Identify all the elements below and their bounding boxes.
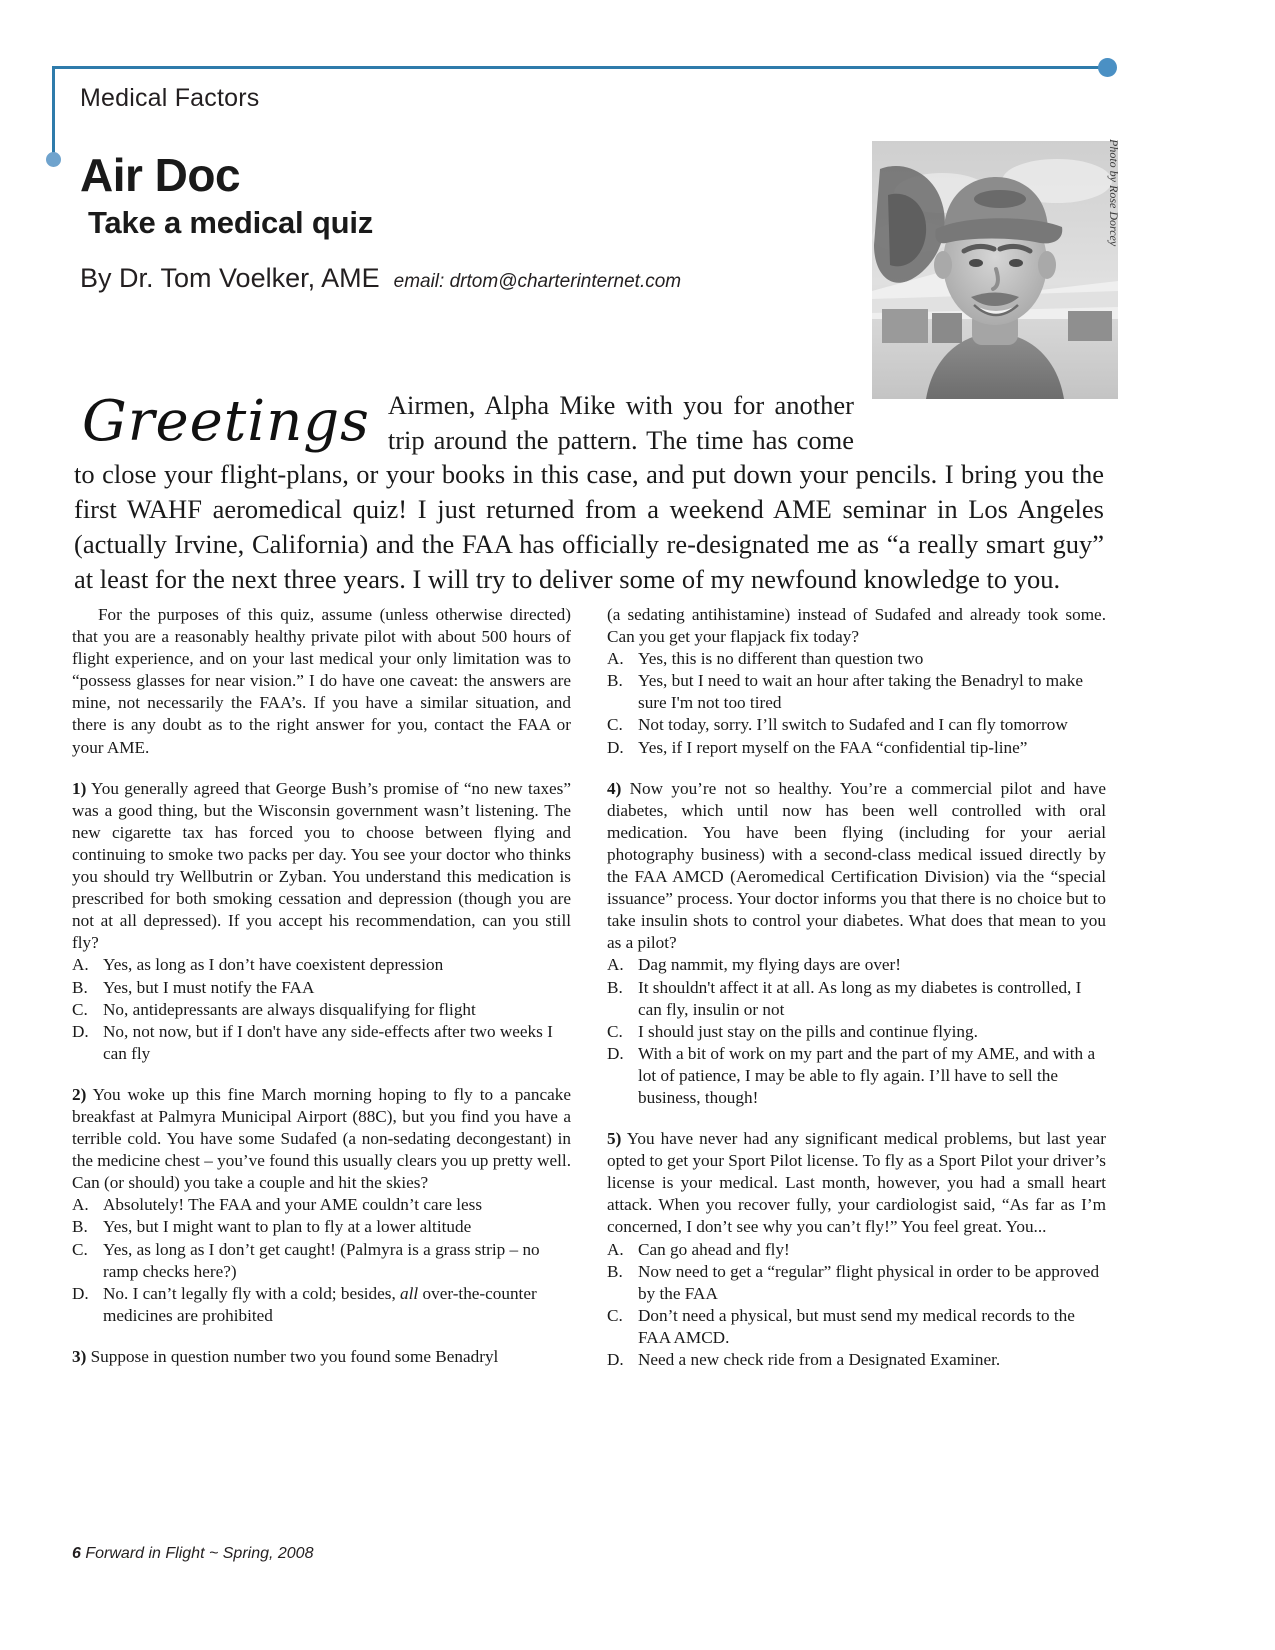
option-letter: D. <box>607 737 624 757</box>
option-text: Don’t need a physical, but must send my medical records to the FAA AMCD. <box>638 1305 1075 1347</box>
footer-page-number: 6 <box>72 1545 81 1562</box>
question-3 <box>72 1346 571 1368</box>
option-letter: B. <box>72 1217 88 1237</box>
author-name: By Dr. Tom Voelker, AME <box>80 263 380 293</box>
option-text: Yes, but I need to wait an hour after taking the Benadryl to make sure I'm not too tired <box>638 671 1084 713</box>
question-4-options <box>607 954 1106 1109</box>
article-body <box>72 604 1106 1484</box>
option-text: Yes, if I report myself on the FAA “confidential tip-line” <box>638 737 1028 757</box>
option-item[interactable] <box>72 1021 571 1065</box>
option-item[interactable] <box>607 977 1106 1021</box>
question-2-number: 2) <box>72 1084 87 1104</box>
intro-dropword: Greetings <box>82 389 370 454</box>
option-letter: A. <box>72 1195 89 1215</box>
paragraph-gap <box>72 1327 571 1346</box>
option-item[interactable] <box>72 1283 571 1327</box>
option-item[interactable] <box>607 1043 1106 1109</box>
option-letter: C. <box>72 1239 88 1259</box>
option-item[interactable] <box>607 954 1106 976</box>
rule-end-dot-icon <box>1098 58 1117 77</box>
option-text: Yes, this is no different than question two <box>638 649 924 669</box>
question-4-text: Now you’re not so healthy. You’re a commercial pilot and have diabetes, which until now has been well controlled with oral medication. You have been flying (including for your aerial photography business) with a second-class medical issued directly by the FAA AMCD (Aeromedical Certification Division) via the “special issuance” process. Your doctor informs you that there is no choice but to take insulin shots to control your diabetes. What does that mean to you as a pilot? <box>607 778 1106 953</box>
question-1-options <box>72 954 571 1064</box>
question-5 <box>607 1128 1106 1238</box>
option-item[interactable] <box>607 737 1106 759</box>
author-byline <box>80 263 681 294</box>
option-item[interactable] <box>72 999 571 1021</box>
option-letter: A. <box>72 955 89 975</box>
question-4-number: 4) <box>607 778 622 798</box>
option-item[interactable] <box>72 1239 571 1283</box>
header-rule-horizontal <box>52 66 1104 69</box>
option-letter: D. <box>607 1043 624 1063</box>
option-text: Yes, but I must notify the FAA <box>103 977 315 997</box>
option-item[interactable] <box>607 1021 1106 1043</box>
section-kicker: Medical Factors <box>80 84 260 112</box>
page-subtitle: Take a medical quiz <box>88 205 374 240</box>
photo-credit: Photo by Rose Dorcey <box>1107 139 1121 247</box>
option-item[interactable] <box>607 1261 1106 1305</box>
option-item[interactable] <box>607 1239 1106 1261</box>
author-photo-image <box>872 141 1118 399</box>
rule-corner-dot-icon <box>46 152 61 167</box>
option-text: Now need to get a “regular” flight physical in order to be approved by the FAA <box>638 1261 1100 1303</box>
author-photo <box>872 141 1118 399</box>
option-text: Absolutely! The FAA and your AME couldn’t care less <box>103 1195 483 1215</box>
option-text-emphasis: all <box>400 1283 419 1303</box>
option-letter: B. <box>607 977 623 997</box>
option-text: Yes, as long as I don’t have coexistent depression <box>103 955 444 975</box>
option-text: It shouldn't affect it at all. As long as my diabetes is controlled, I can fly, insulin or not <box>638 977 1082 1019</box>
question-3-text: Suppose in question number two you found some Benadryl <box>86 1346 499 1366</box>
question-4 <box>607 778 1106 955</box>
question-3-continued: (a sedating antihistamine) instead of Sudafed and already took some. Can you get your flapjack fix today? <box>607 605 1106 647</box>
author-email: email: drtom@charterinternet.com <box>393 271 682 292</box>
paragraph-gap <box>607 759 1106 778</box>
question-5-options <box>607 1239 1106 1372</box>
option-letter: C. <box>607 1305 623 1325</box>
option-item[interactable] <box>607 1305 1106 1349</box>
option-text: Can go ahead and fly! <box>638 1239 790 1259</box>
intro-paragraph <box>74 388 1104 596</box>
option-letter: D. <box>72 1283 89 1303</box>
question-2-options <box>72 1194 571 1327</box>
quiz-preamble: For the purposes of this quiz, assume (unless otherwise directed) that you are a reasonably healthy private pilot with about 500 hours of flight experience, and on your last medical your only limitation was to “possess glasses for near vision.” I do have one caveat: the answers are mine, not necessarily the FAA’s. If you have a similar situation, and there is any doubt as to the right answer for you, contact the FAA or your AME. <box>72 605 571 757</box>
right-column <box>607 604 1106 1484</box>
paragraph-gap <box>72 759 571 778</box>
question-3-options <box>607 648 1106 758</box>
option-letter: A. <box>607 1239 624 1259</box>
question-1 <box>72 778 571 955</box>
option-text: Yes, as long as I don’t get caught! (Palmyra is a grass strip – no ramp checks here?) <box>103 1239 540 1281</box>
question-5-text: You have never had any significant medical problems, but last year opted to get your Sport Pilot license. To fly as a Sport Pilot your driver’s license is your medical. Last month, however, you had a small heart attack. When you recover fully, your cardiologist said, “As far as I’m concerned, I don’t see why you can’t fly!” You feel great. You... <box>607 1129 1106 1237</box>
option-text: Need a new check ride from a Designated Examiner. <box>638 1350 1001 1369</box>
option-item[interactable] <box>607 1349 1106 1371</box>
question-3-number: 3) <box>72 1346 87 1366</box>
page-title: Air Doc <box>80 149 241 201</box>
option-letter: C. <box>607 1021 623 1041</box>
option-letter: A. <box>607 649 624 669</box>
intro-text: Airmen, Alpha Mike with you for another trip around the pattern. The time has come to close your flight-plans, or your books in this case, and put down your pencils. I bring you the first WAHF aeromedical quiz! I just returned from a weekend AME seminar in Los Angeles (actually Irvine, California) and the FAA has officially re-designated me as “a really smart guy” at least for the next three years. I will try to deliver some of my newfound knowledge to you. <box>74 390 1104 594</box>
page-footer <box>72 1545 313 1563</box>
option-text: Dag nammit, my flying days are over! <box>638 955 901 975</box>
option-letter: B. <box>607 1261 623 1281</box>
option-letter: D. <box>72 1021 89 1041</box>
option-item[interactable] <box>72 1194 571 1216</box>
option-letter: D. <box>607 1350 624 1369</box>
question-2-text: You woke up this fine March morning hoping to fly to a pancake breakfast at Palmyra Municipal Airport (88C), but you find you have a terrible cold. You have some Sudafed (a non-sedating decongestant) in the medicine chest – you’ve found this usually clears you up pretty well. Can (or should) you take a couple and hit the skies? <box>72 1084 571 1193</box>
option-item[interactable] <box>72 954 571 976</box>
left-column <box>72 604 571 1484</box>
option-item[interactable] <box>607 714 1106 736</box>
paragraph-gap <box>607 1109 1106 1128</box>
question-1-number: 1) <box>72 778 87 798</box>
option-text-mixed <box>103 1283 571 1327</box>
option-text: No, not now, but if I don't have any side-effects after two weeks I can fly <box>103 1021 553 1063</box>
option-letter: C. <box>72 999 88 1019</box>
option-item[interactable] <box>607 670 1106 714</box>
question-2 <box>72 1084 571 1194</box>
option-text: No, antidepressants are always disqualifying for flight <box>103 999 476 1019</box>
option-letter: C. <box>607 715 623 735</box>
header-rule-vertical <box>52 66 55 162</box>
option-item[interactable] <box>72 977 571 999</box>
option-text-post: over-the-counter medicines are prohibited <box>103 1283 537 1325</box>
option-item[interactable] <box>72 1216 571 1238</box>
footer-publication: Forward in Flight ~ Spring, 2008 <box>85 1545 314 1562</box>
option-text: With a bit of work on my part and the part of my AME, and with a lot of patience, I may be able to fly again. I’ll have to sell the business, though! <box>638 1043 1096 1107</box>
question-1-text: You generally agreed that George Bush’s promise of “no new taxes” was a good thing, but the Wisconsin government wasn’t listening. The new cigarette tax has forced you to choose between flying and continuing to smoke two packs per day. You see your doctor who thinks you should try Wellbutrin or Zyban. You understand this medication is prescribed for both smoking cessation and depression (though you are not at all depressed). If you accept his recommendation, can you still fly? <box>72 778 571 953</box>
option-text: I should just stay on the pills and continue flying. <box>638 1021 978 1041</box>
option-letter: A. <box>607 955 624 975</box>
option-item[interactable] <box>607 648 1106 670</box>
option-text-pre: No. I can’t legally fly with a cold; besides, <box>103 1283 401 1303</box>
option-letter: B. <box>72 977 88 997</box>
option-letter: B. <box>607 671 623 691</box>
option-text: Yes, but I might want to plan to fly at a lower altitude <box>103 1217 472 1237</box>
question-5-number: 5) <box>607 1129 622 1149</box>
option-text: Not today, sorry. I’ll switch to Sudafed and I can fly tomorrow <box>638 715 1068 735</box>
photo-text-wrap-spacer <box>854 388 1104 430</box>
paragraph-gap <box>72 1065 571 1084</box>
